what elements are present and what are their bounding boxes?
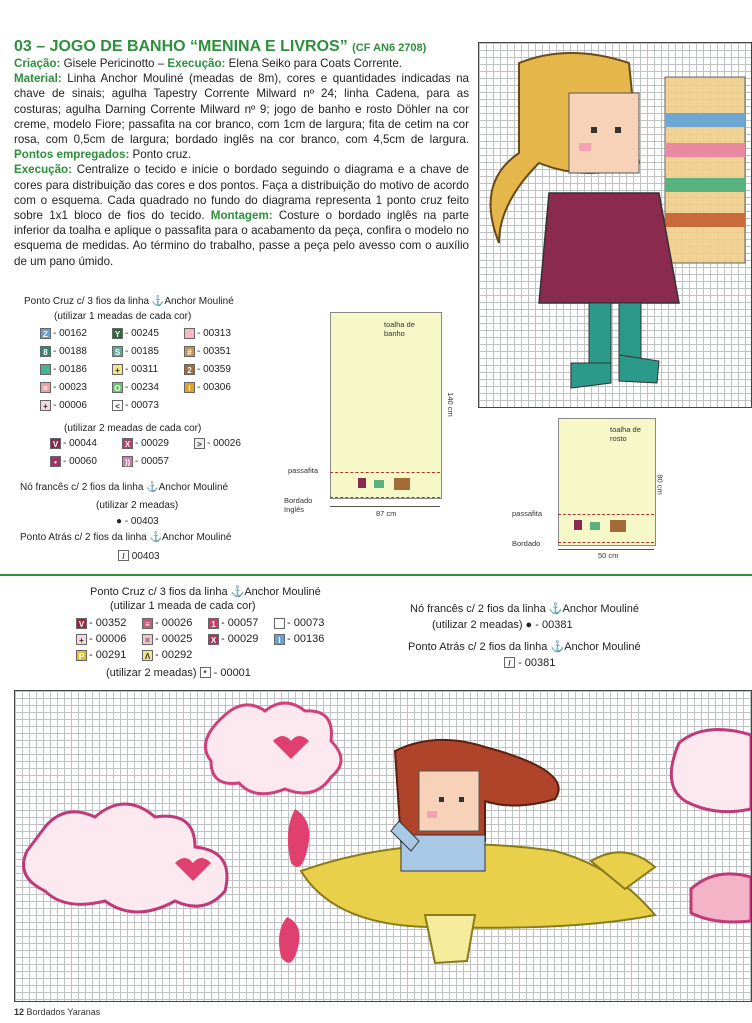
title-text: 03 – JOGO DE BANHO “MENINA E LIVROS” (14, 38, 348, 55)
product-code: (CF AN6 2708) (352, 42, 427, 54)
color-swatch: X (122, 438, 133, 449)
key2-sub2: (utilizar 2 meadas) * - 00001 (106, 667, 251, 679)
page-footer (14, 1007, 100, 1017)
color-key-item (184, 382, 231, 393)
color-code: - 00060 (63, 456, 97, 467)
color-swatch: = (40, 382, 51, 393)
page-number: 12 (14, 1007, 25, 1017)
color-swatch: Y (112, 328, 123, 339)
execucao2-label: Execução: (14, 163, 72, 177)
diagram1-bordado: Bordado Inglês (284, 496, 313, 514)
chart-girl-airplane (14, 690, 752, 1002)
color-key-item (208, 617, 258, 629)
color-key-item (122, 456, 169, 467)
slash-icon: / (504, 657, 515, 668)
color-key-item (112, 328, 159, 339)
diagram1-width-line (330, 506, 440, 507)
color-swatch: )) (122, 456, 133, 467)
color-key-item (76, 617, 126, 629)
montagem-label: Montagem: (210, 209, 273, 223)
instructions (14, 56, 469, 269)
diagram1-motif (356, 474, 416, 494)
color-swatch: V (76, 618, 87, 629)
color-key-item (50, 438, 97, 449)
key1-nofrances-sub: (utilizar 2 meadas) (96, 500, 179, 511)
anchor-icon: ⚓ (548, 603, 563, 615)
girl-airplane-motif (15, 691, 751, 1001)
anchor-icon: ⚓ (149, 532, 162, 543)
bordado-line-2 (558, 542, 654, 543)
color-code: - 00245 (125, 328, 159, 339)
color-swatch: + (76, 634, 87, 645)
color-swatch: I (274, 634, 285, 645)
color-swatch (184, 328, 195, 339)
color-key-item (194, 438, 241, 449)
key2-atras-val: / - 00381 (504, 657, 555, 669)
color-code: - 00186 (53, 364, 87, 375)
montagem-text: Costure o bordado inglês na parte inferior da toalha e aplique o passafita para o acabamento da peça, confira o modelo no esquema de medidas. Ao término do trabalho, passe a peça pelo avesso com o auxílio de um pano úmido. (14, 209, 470, 268)
material-label: Material: (14, 72, 62, 86)
color-code: - 00073 (125, 400, 159, 411)
execucao-text: Elena Seiko para Coats Corrente. (228, 57, 402, 70)
color-code: - 00352 (89, 617, 127, 629)
diagram-bath-towel (330, 312, 442, 499)
color-swatch: X (208, 634, 219, 645)
color-key-item (40, 328, 87, 339)
key2-atras: Ponto Atrás c/ 2 fios da linha ⚓Anchor Mouliné (408, 641, 641, 653)
color-swatch: V (50, 438, 61, 449)
color-key-item (76, 633, 126, 645)
diagram1-label: toalha de banho (384, 320, 415, 338)
color-code: - 00073 (287, 617, 325, 629)
color-swatch: I (184, 382, 195, 393)
color-code: - 00025 (155, 633, 193, 645)
passafita-line (330, 472, 440, 473)
color-code: - 00234 (125, 382, 159, 393)
color-swatch: # (184, 346, 195, 357)
color-swatch: 2 (184, 364, 195, 375)
color-code: - 00023 (53, 382, 87, 393)
color-swatch: < (112, 400, 123, 411)
color-swatch: + (40, 400, 51, 411)
diagram2-motif (572, 516, 632, 536)
color-swatch: Λ (142, 650, 153, 661)
anchor-icon: ⚓ (146, 482, 159, 493)
color-swatch: 1 (208, 618, 219, 629)
color-swatch: = (142, 634, 153, 645)
material-text: Linha Anchor Mouliné (meadas de 8m), cores e quantidades indicadas na chave de sinais; agulha Tapestry Corrente Milward nº 24; linha Cadena, para as costuras; agulha Darning Corrente Milward nº 9; jogo de banho e rosto Döhler na cor creme, modelo Fiore; passafita na cor branco, com 1cm de largura; fita de cetim na cor rosa, com 0,5cm de largura; bordado inglês na cor branco, com 4,5cm de largura. (14, 72, 469, 147)
key2-nofrances-val: (utilizar 2 meadas) ● - 00381 (432, 619, 573, 631)
color-swatch (274, 618, 285, 629)
diagram2-height: 80 cm (655, 474, 665, 495)
key2-nofrances: Nó francês c/ 2 fios da linha ⚓Anchor Mouliné (410, 603, 639, 615)
color-key-item (40, 382, 87, 393)
color-key-item (208, 633, 258, 645)
color-key-item (112, 364, 158, 375)
key1-nofrances-val: ● - 00403 (116, 516, 159, 527)
color-key-item (122, 438, 169, 449)
color-swatch: S (112, 346, 123, 357)
anchor-icon: ⚓ (230, 586, 245, 598)
key2-title: Ponto Cruz c/ 3 fios da linha ⚓Anchor Mouliné (90, 586, 321, 598)
color-swatch: ≡ (142, 618, 153, 629)
color-key-item (112, 346, 159, 357)
dot-icon: ● (116, 516, 123, 527)
color-key-item (184, 346, 231, 357)
color-code: - 00006 (89, 633, 127, 645)
dot-icon: ● (525, 619, 533, 631)
key1-atras-val: / 00403 (118, 550, 160, 562)
diagram1-passafita: passafita (288, 466, 319, 475)
execucao-label: Execução: (167, 57, 226, 70)
color-swatch: > (194, 438, 205, 449)
color-key-item (50, 456, 97, 467)
chart-girl-books (478, 42, 752, 408)
color-key-item (142, 617, 192, 629)
magazine-name: Bordados Yaranas (26, 1007, 101, 1017)
color-swatch: P (76, 650, 87, 661)
color-code: - 00313 (197, 328, 231, 339)
color-code: - 00026 (207, 438, 241, 449)
color-key-item (112, 382, 159, 393)
color-key-item (142, 649, 192, 661)
color-code: - 00162 (53, 328, 87, 339)
color-code: - 00044 (63, 438, 97, 449)
star-icon: * (200, 667, 211, 678)
color-code: - 00057 (221, 617, 259, 629)
color-code: - 00185 (125, 346, 159, 357)
color-key-item (112, 400, 159, 411)
color-key-item (184, 364, 231, 375)
bordado-line (330, 497, 440, 498)
diagram2-bordado: Bordado (512, 539, 541, 548)
diagram2-passafita: passafita (512, 509, 543, 518)
slash-icon: / (118, 550, 129, 561)
color-swatch (40, 364, 51, 375)
diagram2-width-line (558, 549, 654, 550)
color-code: - 00026 (155, 617, 193, 629)
key1-atras: Ponto Atrás c/ 2 fios da linha ⚓Anchor Mouliné (20, 532, 232, 543)
color-code: - 00291 (89, 649, 127, 661)
diagram2-width: 50 cm (598, 551, 619, 560)
diagram2-label: toalha de rosto (610, 425, 641, 443)
color-swatch: Z (40, 328, 51, 339)
color-code: - 00311 (125, 364, 159, 375)
color-key-item (76, 649, 126, 661)
anchor-icon: ⚓ (550, 641, 565, 653)
pontos-label: Pontos empregados: (14, 148, 130, 162)
color-code: - 00006 (53, 400, 87, 411)
color-key-item (142, 633, 192, 645)
criacao-label: Criação: (14, 57, 61, 70)
color-swatch: + (112, 364, 123, 375)
diagram1-width: 87 cm (376, 509, 397, 518)
color-code: - 00057 (135, 456, 169, 467)
section-divider (0, 574, 752, 576)
girl-books-motif (479, 43, 751, 407)
passafita-line-2 (558, 514, 654, 515)
color-code: - 00306 (197, 382, 231, 393)
key1-sub2: (utilizar 2 meadas de cada cor) (64, 423, 202, 434)
color-code: - 00029 (221, 633, 259, 645)
execucao2-text: Centralize o tecido e inicie o bordado seguindo o diagrama e a chave de cores para distribuição das cores e dos pontos. Faça a distribuição do motivo de acordo com o esquema. Cada quadrado no fundo do diagrama representa 1 ponto cruz feito sobre 1x1 bloco de fios do tecido. (14, 163, 469, 223)
color-key-item (40, 364, 87, 375)
color-code: - 00188 (53, 346, 87, 357)
page-title (14, 38, 426, 56)
diagram1-height: 140 cm (445, 392, 455, 417)
pontos-text: Ponto cruz. (132, 148, 192, 162)
color-key-item (184, 328, 231, 339)
color-swatch: O (112, 382, 123, 393)
key2-sub1: (utilizar 1 meada de cada cor) (110, 600, 256, 612)
anchor-icon: ⚓ (151, 296, 165, 307)
color-code: - 00292 (155, 649, 193, 661)
key1-title: Ponto Cruz c/ 3 fios da linha ⚓Anchor Mouliné (24, 296, 234, 307)
color-code: - 00359 (197, 364, 231, 375)
color-code: - 00029 (135, 438, 169, 449)
key1-sub1: (utilizar 1 meadas de cada cor) (54, 311, 192, 322)
color-swatch: 8 (40, 346, 51, 357)
key1-nofrances: Nó francês c/ 2 fios da linha ⚓Anchor Mouliné (20, 482, 229, 493)
color-key-item (274, 633, 324, 645)
color-key-item (274, 617, 324, 629)
color-code: - 00351 (197, 346, 231, 357)
color-key-item (40, 346, 87, 357)
criacao-text: Gisele Pericinotto – (63, 57, 165, 70)
color-key-item (40, 400, 87, 411)
color-code: - 00136 (287, 633, 325, 645)
color-swatch: • (50, 456, 61, 467)
